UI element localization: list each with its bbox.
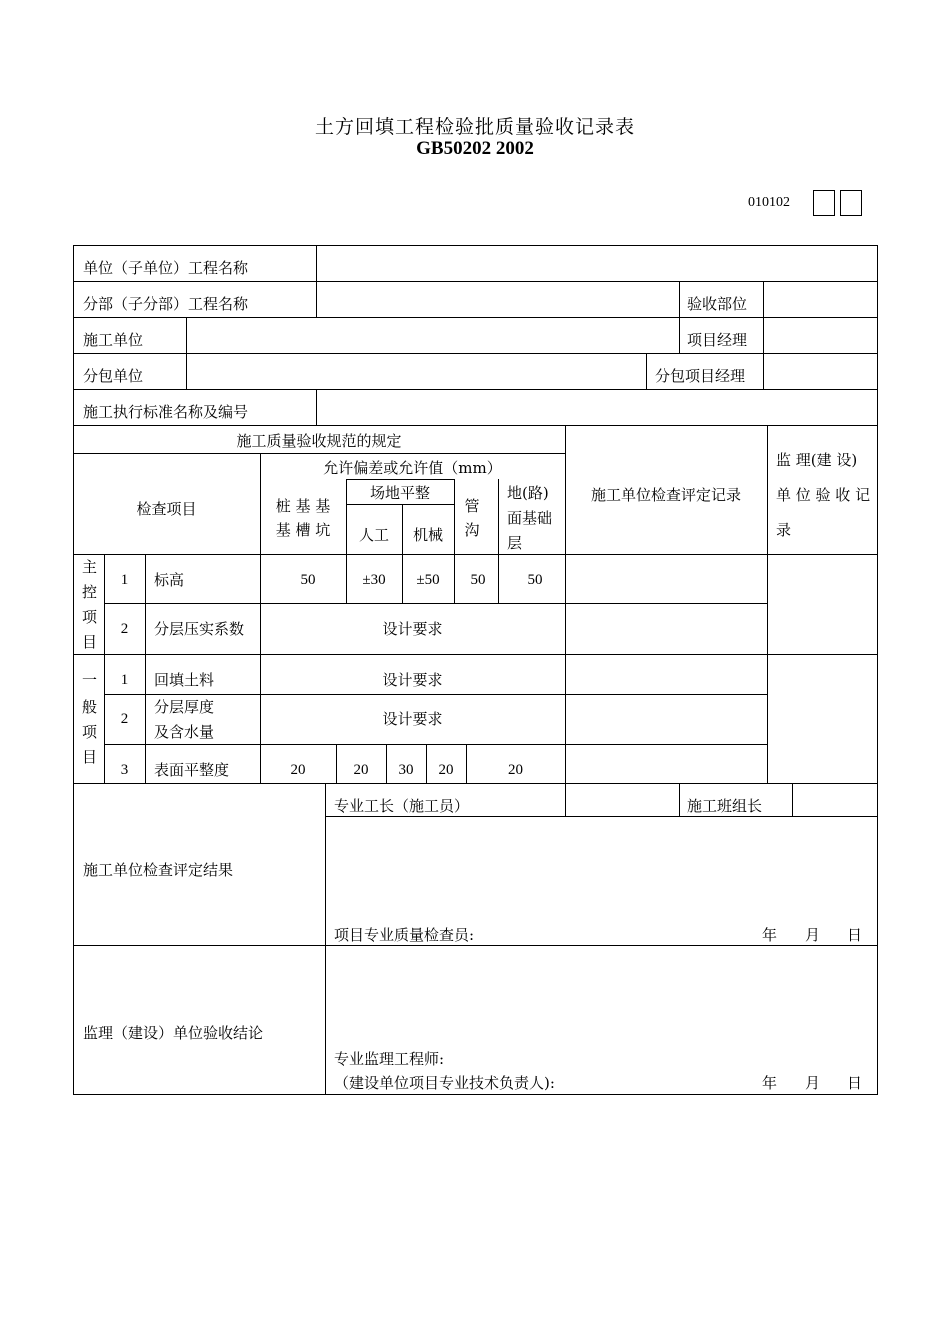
main-group-char-2: 控	[82, 583, 98, 601]
acceptance-part-field[interactable]	[764, 283, 876, 316]
project-name-field[interactable]	[317, 247, 876, 280]
form-serial-box-1[interactable]	[813, 190, 835, 216]
general-item-2-name-line-2: 及含水量	[154, 723, 215, 741]
main-item-1-machine-value: ±50	[416, 572, 440, 588]
check-item-label: 检查项目	[136, 500, 197, 518]
engineer-month-label: 月	[805, 1074, 821, 1092]
general-group-char-3: 项	[82, 723, 98, 741]
main-item-1-pipe-value: 50	[470, 572, 486, 588]
contractor-result-field[interactable]	[326, 818, 876, 918]
project-name-label: 单位（子单位）工程名称	[83, 259, 249, 277]
general-item-3-machine-value: 30	[398, 762, 414, 778]
general-item-3-pipe-value: 20	[438, 762, 454, 778]
supervisor-record-label-2: 单 位 验 收 记	[776, 486, 871, 504]
foreman-field[interactable]	[566, 785, 678, 815]
supervisor-conclusion-field[interactable]	[326, 947, 876, 1042]
general-item-3-no: 3	[120, 762, 129, 778]
general-item-3-manual-value: 20	[353, 762, 369, 778]
engineer-day-label: 日	[847, 1074, 863, 1092]
general-items-supervisor-field[interactable]	[768, 656, 876, 782]
engineer-year-label: 年	[762, 1074, 778, 1092]
general-item-1-record-field[interactable]	[566, 656, 766, 693]
construction-unit-label: 施工单位	[83, 331, 144, 349]
general-item-3-pile-value: 20	[290, 762, 306, 778]
main-item-1-record-field[interactable]	[566, 556, 766, 602]
road-base-label-3: 层	[507, 534, 523, 552]
subcontractor-field[interactable]	[187, 355, 645, 388]
pipe-trench-label-1: 管	[464, 497, 480, 515]
team-leader-field[interactable]	[793, 785, 876, 815]
main-group-char-3: 项	[82, 608, 98, 626]
main-group-char-4: 目	[82, 633, 98, 651]
general-item-1-name: 回填土料	[154, 671, 215, 689]
project-manager-label: 项目经理	[687, 331, 748, 349]
general-item-3-record-field[interactable]	[566, 746, 766, 782]
tolerance-label: 允许偏差或允许值（mm）	[323, 459, 502, 477]
site-level-label: 场地平整	[369, 484, 430, 502]
supervisor-record-label-3: 录	[776, 521, 792, 539]
machine-label: 机械	[412, 526, 443, 544]
inspector-month-label: 月	[805, 926, 821, 944]
general-group-char-1: 一	[82, 671, 98, 689]
acceptance-part-label: 验收部位	[687, 295, 748, 313]
pile-pit-label-1: 桩 基 基	[275, 497, 331, 515]
form-serial-box-2[interactable]	[840, 190, 862, 216]
main-item-2-name: 分层压实系数	[154, 620, 245, 638]
main-item-1-road-value: 50	[527, 572, 543, 588]
supervisor-conclusion-label: 监理（建设）单位验收结论	[83, 1024, 264, 1042]
general-group-char-4: 目	[82, 748, 98, 766]
main-item-1-pile-value: 50	[300, 572, 316, 588]
main-item-2-no: 2	[120, 621, 129, 637]
construction-unit-field[interactable]	[187, 319, 678, 352]
general-item-2-record-field[interactable]	[566, 696, 766, 743]
contractor-record-label: 施工单位检查评定记录	[590, 486, 741, 504]
main-item-1-manual-value: ±30	[362, 572, 386, 588]
manual-label: 人工	[358, 526, 389, 544]
engineer-label: 专业监理工程师:	[334, 1050, 445, 1068]
pipe-trench-label-2: 沟	[464, 521, 480, 539]
inspector-year-label: 年	[762, 926, 778, 944]
general-item-2-requirement: 设计要求	[382, 710, 443, 728]
standard-field[interactable]	[317, 391, 876, 424]
main-item-1-name: 标高	[154, 571, 185, 589]
form-title: 土方回填工程检验批质量验收记录表	[314, 116, 635, 138]
subcontractor-label: 分包单位	[83, 367, 144, 385]
quality-spec-label: 施工质量验收规范的规定	[236, 432, 402, 450]
general-item-2-name-line-1: 分层厚度	[154, 698, 215, 716]
main-item-1-no: 1	[120, 572, 129, 588]
general-item-2-no: 2	[120, 711, 129, 727]
project-manager-field[interactable]	[764, 319, 876, 352]
main-item-2-requirement: 设计要求	[382, 620, 443, 638]
main-items-supervisor-field[interactable]	[768, 556, 876, 653]
subproject-field[interactable]	[317, 283, 678, 316]
supervisor-record-label-1: 监 理(建 设)	[776, 451, 858, 469]
inspector-label: 项目专业质量检查员:	[334, 926, 475, 944]
owner-rep-label: （建设单位项目专业技术负责人):	[334, 1074, 555, 1092]
standard-label: 施工执行标准名称及编号	[83, 403, 249, 421]
main-group-char-1: 主	[82, 558, 98, 576]
team-leader-label: 施工班组长	[687, 797, 763, 815]
contractor-result-label: 施工单位检查评定结果	[83, 861, 234, 879]
subproject-label: 分部（子分部）工程名称	[83, 295, 249, 313]
main-item-2-record-field[interactable]	[566, 605, 766, 653]
road-base-label-1: 地(路)	[507, 484, 549, 502]
standard-code: GB50202 2002	[416, 138, 534, 159]
sub-manager-label: 分包项目经理	[655, 367, 746, 385]
general-group-char-2: 般	[82, 698, 98, 716]
pile-pit-label-2: 基 槽 坑	[275, 521, 331, 539]
general-item-3-road-value: 20	[508, 762, 523, 778]
inspector-day-label: 日	[847, 926, 863, 944]
foreman-label: 专业工长（施工员）	[334, 797, 470, 815]
form-code: 010102	[748, 195, 790, 210]
sub-manager-field[interactable]	[764, 355, 876, 388]
road-base-label-2: 面基础	[507, 509, 553, 527]
general-item-3-name: 表面平整度	[154, 761, 230, 779]
general-item-1-requirement: 设计要求	[382, 671, 443, 689]
general-item-1-no: 1	[120, 672, 129, 688]
